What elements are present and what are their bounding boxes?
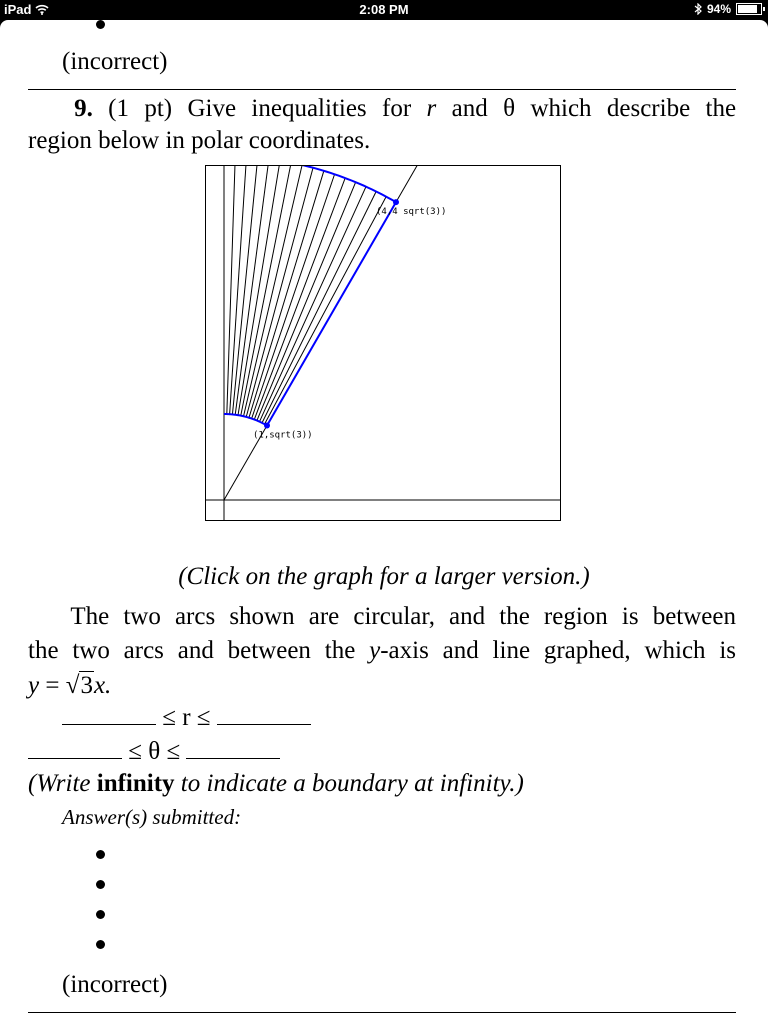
answer-bullet bbox=[96, 910, 105, 919]
problem-statement-line2: region below in polar coordinates. bbox=[28, 127, 371, 154]
shading-line bbox=[262, 191, 376, 422]
list-bullet bbox=[96, 20, 105, 29]
problem-number: 9. bbox=[74, 95, 93, 122]
r-inequality: ≤ r ≤ bbox=[62, 703, 311, 733]
theta-upper-blank[interactable] bbox=[186, 738, 280, 759]
sqrt-symbol: √3 bbox=[65, 672, 93, 699]
answer-bullet bbox=[96, 880, 105, 889]
inner-point bbox=[264, 423, 270, 429]
device-name: iPad bbox=[4, 2, 32, 17]
region-shading bbox=[224, 166, 396, 426]
shading-line bbox=[227, 166, 235, 414]
previous-result: (incorrect) bbox=[62, 48, 168, 75]
answers-label: Answer(s) submitted: bbox=[62, 805, 242, 829]
infinity-hint: (Write infinity to indicate a boundary at infinity.) bbox=[28, 770, 524, 797]
status-bar bbox=[0, 0, 768, 20]
outer-point-label: (4,4 sqrt(3)) bbox=[376, 207, 447, 218]
answer-result: (incorrect) bbox=[62, 971, 168, 998]
graph-svg bbox=[206, 166, 560, 520]
webpage bbox=[0, 20, 768, 1024]
shading-line bbox=[246, 168, 313, 417]
battery-percent: 94% bbox=[706, 2, 731, 16]
bluetooth-icon bbox=[694, 3, 702, 15]
outer-arc bbox=[224, 166, 396, 202]
shading-line bbox=[235, 166, 269, 415]
equation: y = √3x. bbox=[28, 672, 112, 699]
outer-point bbox=[393, 199, 399, 205]
shading-line bbox=[257, 182, 356, 420]
polar-region-graph[interactable] bbox=[205, 165, 561, 521]
shading-line bbox=[232, 166, 257, 414]
boundary-segment bbox=[267, 202, 396, 425]
shading-line bbox=[249, 171, 324, 418]
battery-icon bbox=[736, 3, 762, 15]
theta-inequality: ≤ θ ≤ bbox=[28, 737, 280, 767]
status-right bbox=[694, 2, 762, 16]
inner-point-label: (1,sqrt(3)) bbox=[253, 430, 313, 441]
description-line2: the two arcs and between the y-axis and line graphed, which is bbox=[28, 637, 737, 664]
clock: 2:08 PM bbox=[359, 2, 409, 17]
divider bbox=[28, 1012, 736, 1013]
problem-statement-line1: 9. (1 pt) Give inequalities for r and θ which describe the bbox=[74, 95, 737, 122]
graph-caption[interactable]: (Click on the graph for a larger version.) bbox=[178, 563, 590, 590]
divider bbox=[28, 89, 736, 90]
r-lower-blank[interactable] bbox=[62, 704, 156, 725]
answer-bullet bbox=[96, 850, 105, 859]
answer-bullet bbox=[96, 940, 105, 949]
r-upper-blank[interactable] bbox=[217, 704, 311, 725]
shading-line bbox=[259, 187, 365, 422]
theta-lower-blank[interactable] bbox=[28, 738, 122, 759]
description-line1: The two arcs shown are circular, and the region is between bbox=[70, 603, 737, 630]
battery-fill bbox=[738, 5, 757, 13]
